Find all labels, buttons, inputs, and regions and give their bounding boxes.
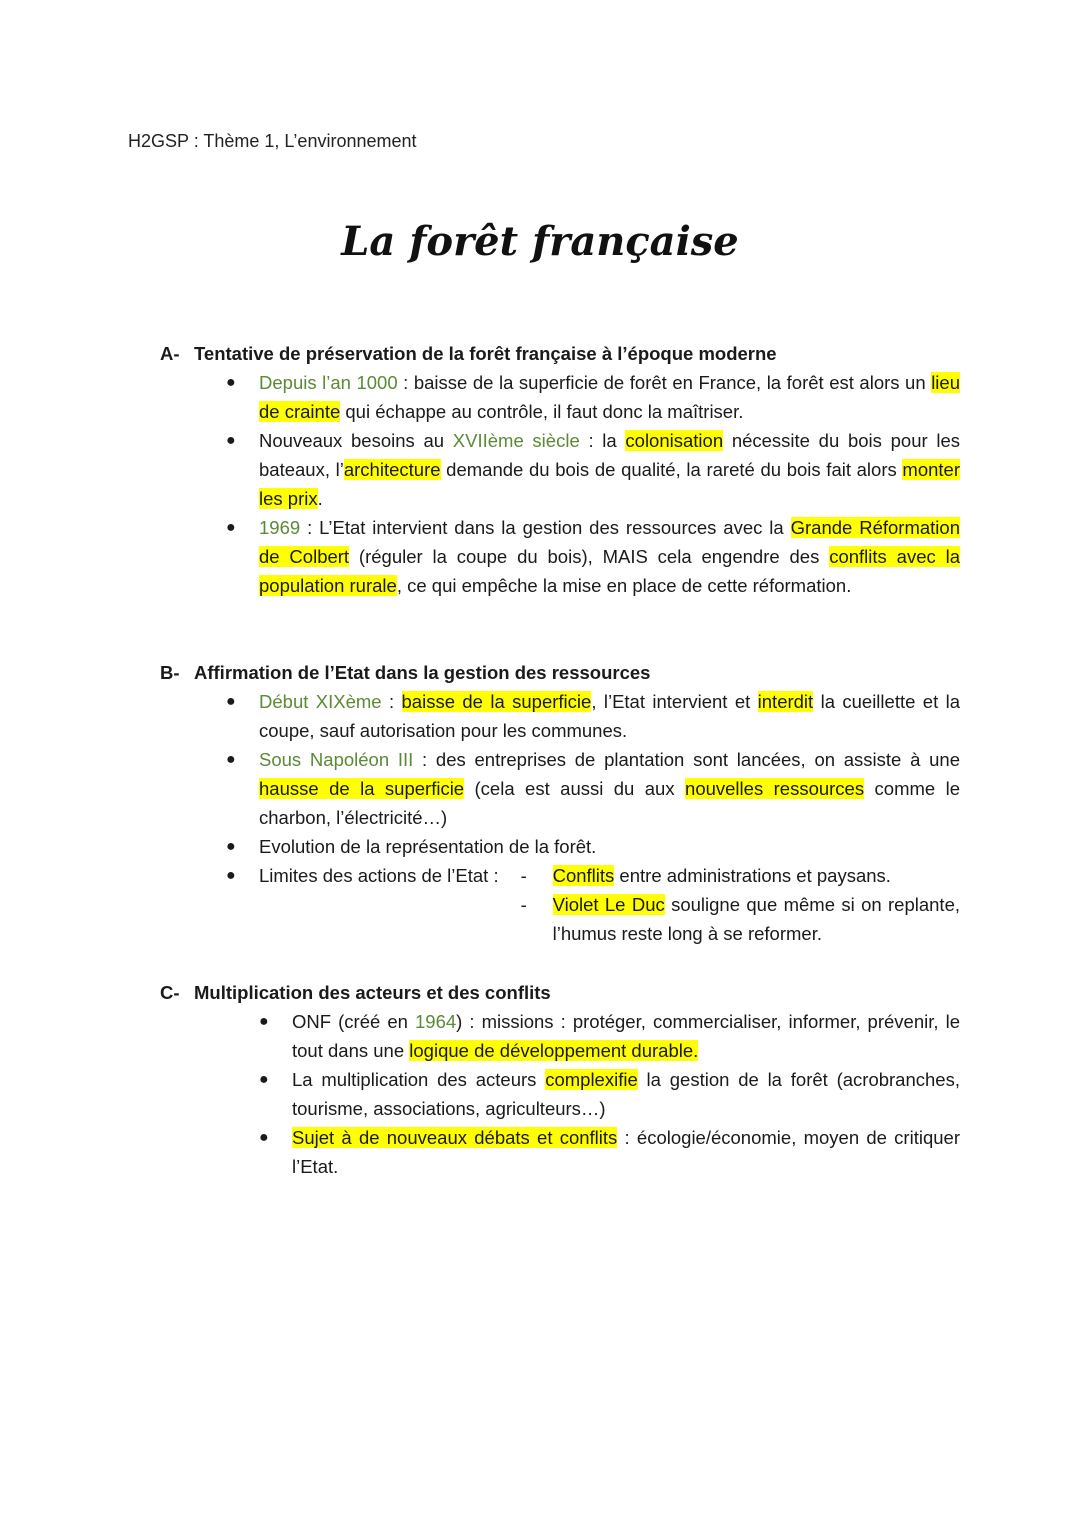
list-item: ● La multiplication des acteurs complexifie la gestion de la forêt (acrobranches, tourisme, associations, agriculteurs…) — [160, 1065, 960, 1123]
bullet-icon: ● — [226, 838, 236, 855]
list-item: ● 1969 : L’Etat intervient dans la gestion des ressources avec la Grande Réformation de Colbert (réguler la coupe du bois), MAIS cela engendre des conflits avec la population rurale, ce qui empêche la mise en place de cette réformation. — [160, 513, 960, 600]
section-title: Tentative de préservation de la forêt française à l’époque moderne — [194, 343, 777, 364]
section-letter: A- — [160, 343, 180, 364]
sub-list-item: - Violet Le Duc souligne que même si on replante, l’humus reste long à se reformer. — [520, 894, 960, 944]
list-item: ● ONF (créé en 1964) : missions : protéger, commercialiser, informer, prévenir, le tout dans une logique de développement durable. — [160, 1007, 960, 1065]
bullet-icon: ● — [226, 751, 236, 768]
bullet-icon: ● — [226, 867, 236, 884]
course-header: H2GSP : Thème 1, L’environnement — [128, 131, 417, 151]
list-item: ● Limites des actions de l’Etat : - Conflits entre administrations et paysans. - Violet Le Duc souligne que même si on replante, l’humus reste long à se reformer. — [160, 861, 960, 948]
sub-list-item: - Conflits entre administrations et paysans. — [520, 865, 891, 886]
bullet-icon: ● — [259, 1013, 269, 1030]
page-title: La forêt française — [341, 218, 739, 265]
bullet-icon: ● — [259, 1129, 269, 1146]
section-c-heading — [160, 978, 960, 1007]
list-item: ● Début XIXème : baisse de la superficie, l’Etat intervient et interdit la cueillette et la coupe, sauf autorisation pour les communes. — [160, 687, 960, 745]
bullet-icon: ● — [226, 432, 236, 449]
section-c — [160, 978, 960, 1181]
section-title: Multiplication des acteurs et des conflits — [194, 982, 551, 1003]
section-letter: B- — [160, 662, 180, 683]
section-b-heading — [160, 658, 960, 687]
bullet-icon: ● — [226, 693, 236, 710]
section-b — [160, 658, 960, 948]
section-a-heading — [160, 339, 960, 368]
list-item: ● Depuis l’an 1000 : baisse de la superficie de forêt en France, la forêt est alors un lieu de crainte qui échappe au contrôle, il faut donc la maîtriser. — [160, 368, 960, 426]
list-item: ● Nouveaux besoins au XVIIème siècle : la colonisation nécessite du bois pour les bateaux, l’architecture demande du bois de qualité, la rareté du bois fait alors monter les prix. — [160, 426, 960, 513]
list-item: ● Sujet à de nouveaux débats et conflits : écologie/économie, moyen de critiquer l’Etat. — [160, 1123, 960, 1181]
list-item: ● Evolution de la représentation de la forêt. — [160, 832, 960, 861]
section-a — [160, 339, 960, 600]
section-letter: C- — [160, 982, 180, 1003]
section-title: Affirmation de l’Etat dans la gestion des ressources — [194, 662, 651, 683]
bullet-icon: ● — [259, 1071, 269, 1088]
list-item: ● Sous Napoléon III : des entreprises de plantation sont lancées, on assiste à une hausse de la superficie (cela est aussi du aux nouvelles ressources comme le charbon, l’électricité…) — [160, 745, 960, 832]
bullet-icon: ● — [226, 519, 236, 536]
bullet-icon: ● — [226, 374, 236, 391]
sub-list — [499, 861, 960, 948]
